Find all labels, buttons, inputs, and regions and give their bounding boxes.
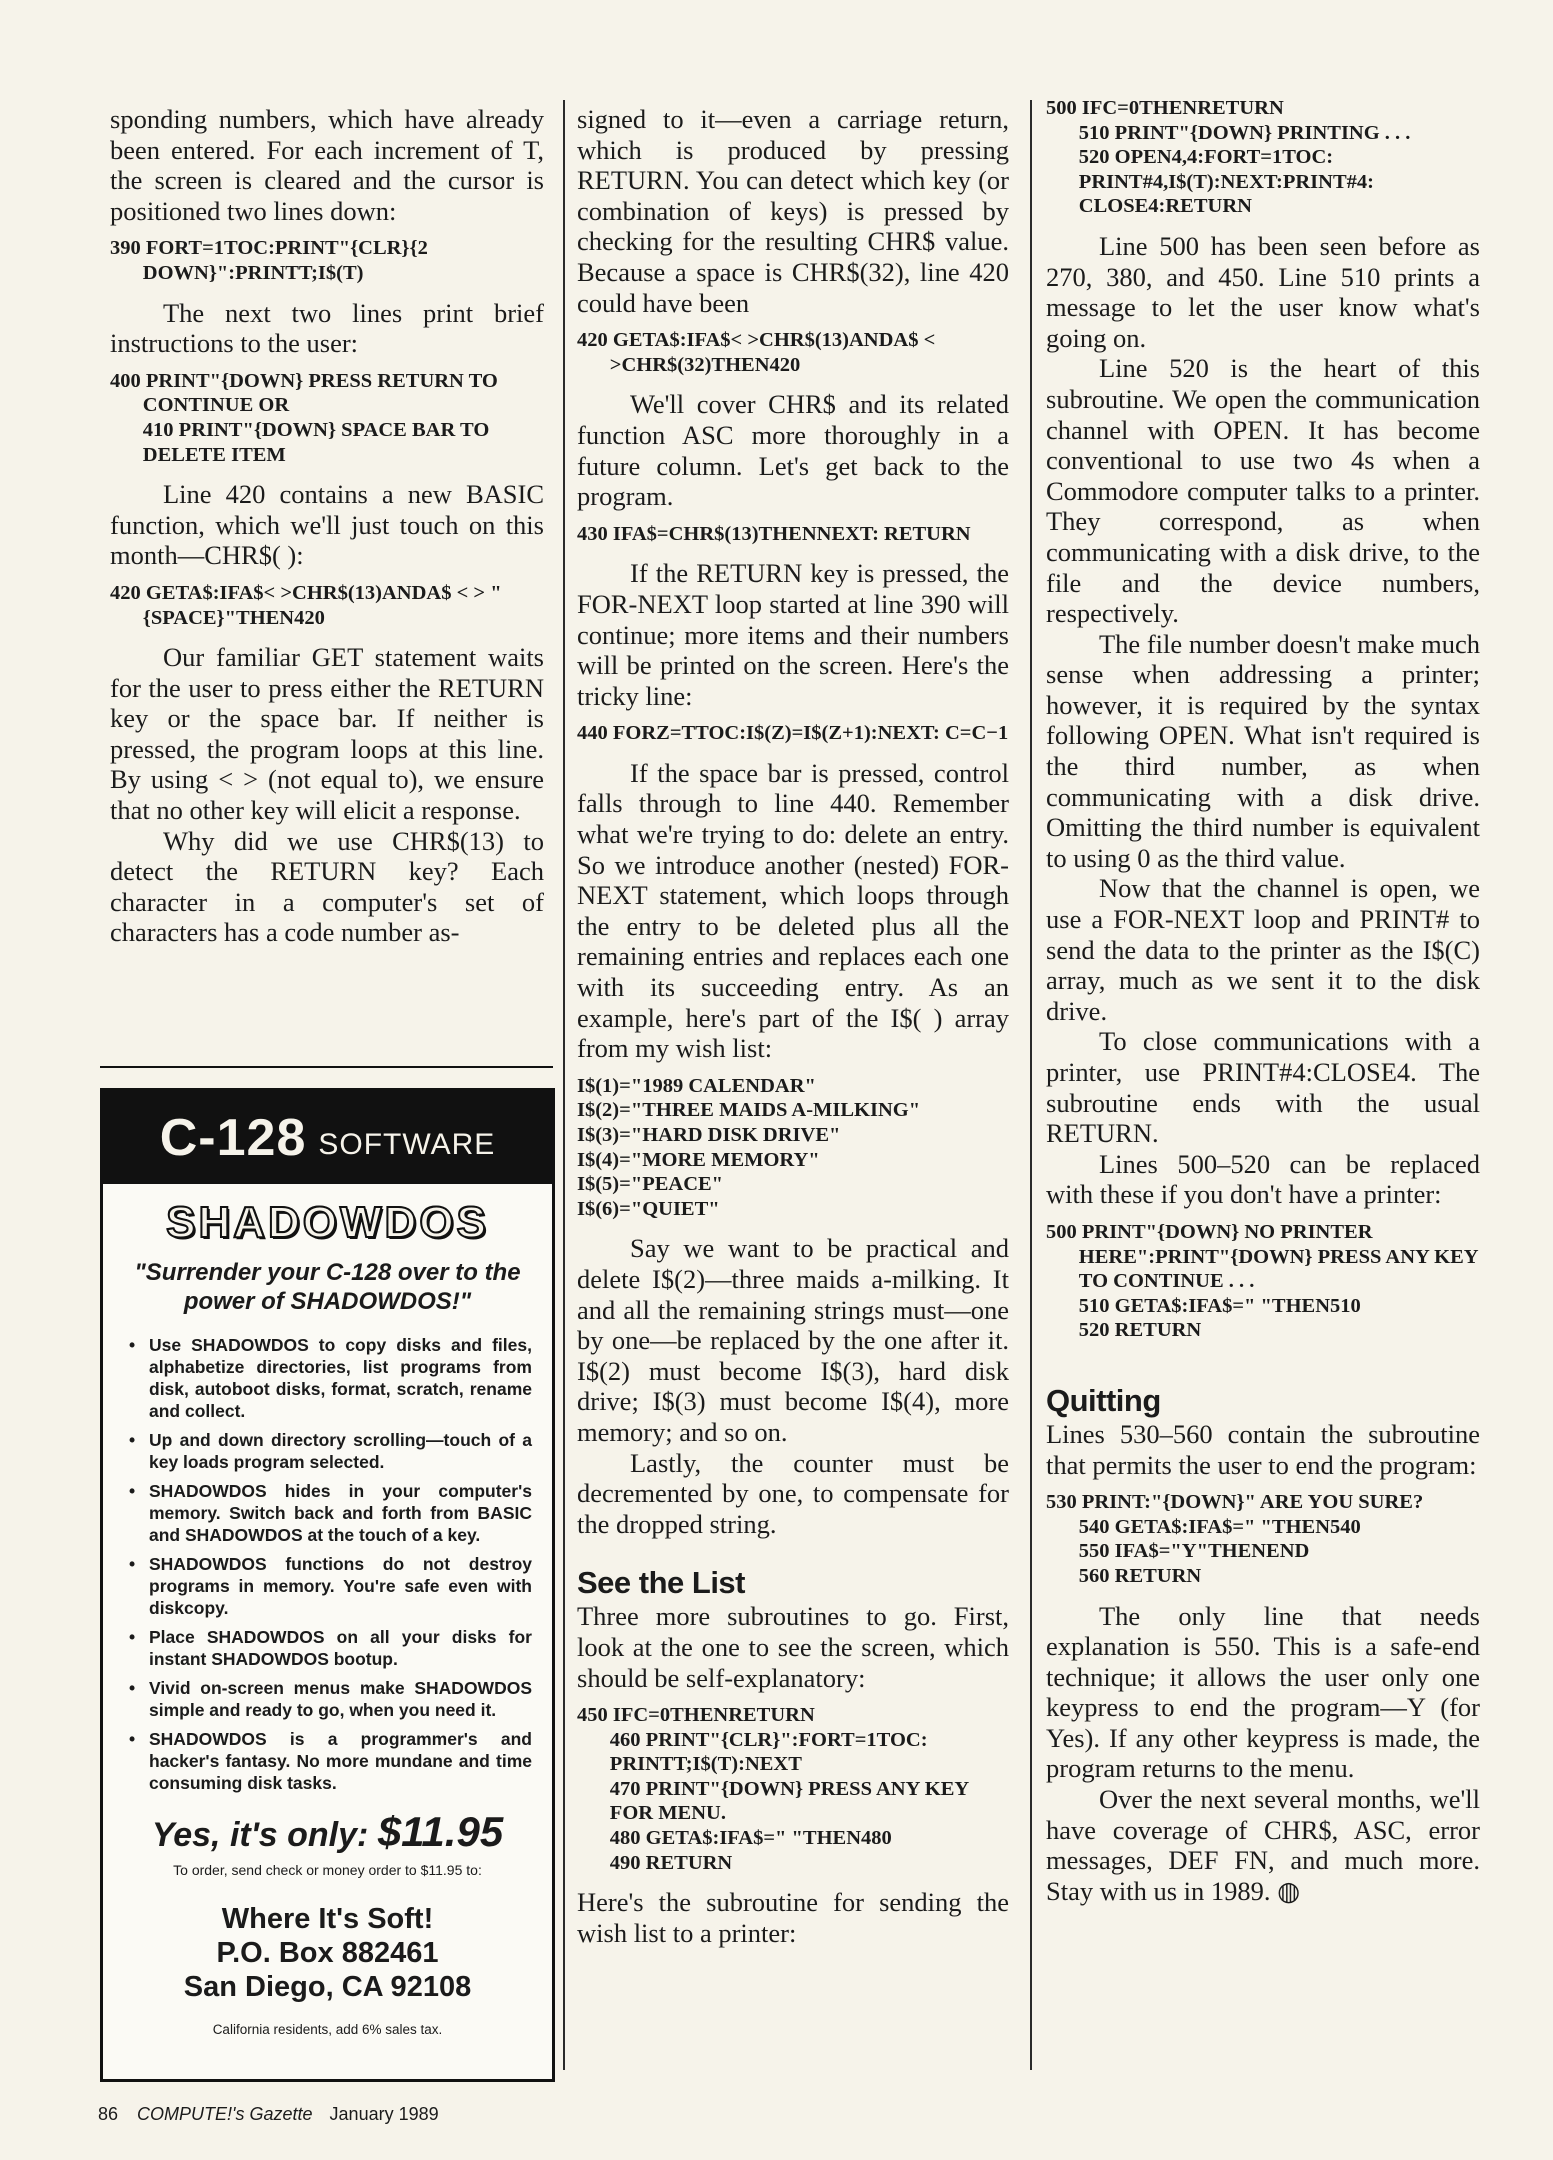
paragraph: If the space bar is pressed, control falls through to line 440. Remember what we're trying to do: delete an entry. So we introduce another (nested) FOR-NEXT statement, which loops through the entry to be deleted plus all the remaining entries and replaces each one with its succeeding entry. As an example, here's part of the I$( ) array from my wish list: bbox=[577, 757, 1009, 1064]
mailing-address bbox=[103, 1902, 552, 2004]
paragraph: To close communications with a printer, use PRINT#4:CLOSE4. The subroutine ends with the usual RETURN. bbox=[1046, 1026, 1480, 1149]
paragraph: Here's the subroutine for sending the wish list to a printer: bbox=[577, 1887, 1009, 1948]
ad-banner-title: C-128 bbox=[159, 1108, 307, 1167]
code-listing: I$(1)="1989 CALENDAR" I$(2)="THREE MAIDS A-MILKING" I$(3)="HARD DISK DRIVE" I$(4)="MORE MEMORY" I$(5)="PEACE" I$(6)="QUIET" bbox=[577, 1074, 921, 1220]
magazine-name: COMPUTE!'s Gazette bbox=[137, 2104, 313, 2124]
tax-note: California residents, add 6% sales tax. bbox=[212, 2022, 443, 2037]
code-listing: 440 FORZ=TTOC:I$(Z)=I$(Z+1):NEXT: C=C−1 bbox=[577, 722, 1009, 745]
code-listing: 420 GETA$:IFA$< >CHR$(13)ANDA$ < > "{SPACE}"THEN420 bbox=[110, 581, 502, 629]
code-listing: 420 GETA$:IFA$< >CHR$(13)ANDA$ < >CHR$(32)THEN420 bbox=[577, 329, 941, 376]
paragraph: Line 500 has been seen before as 270, 380, and 450. Line 510 prints a message to let the user know what's going on. bbox=[1046, 230, 1480, 353]
address-line: San Diego, CA 92108 bbox=[183, 1971, 472, 2003]
feature-item: • SHADOWDOS is a programmer's and hacker's fantasy. No more mundane and time consuming disk tasks. bbox=[129, 1728, 532, 1794]
code-listing: 430 IFA$=CHR$(13)THENNEXT: RETURN bbox=[577, 522, 971, 545]
paragraph: We'll cover CHR$ and its related function ASC more thoroughly in a future column. Let's get back to the program. bbox=[577, 389, 1009, 512]
end-mark-icon: ◍ bbox=[1277, 1875, 1301, 1907]
feature-item: • Place SHADOWDOS on all your disks for instant SHADOWDOS bootup. bbox=[129, 1626, 532, 1670]
paragraph: If the RETURN key is pressed, the FOR-NEXT loop started at line 390 will continue; more items and their numbers will be printed on the screen. Here's the tricky line: bbox=[577, 558, 1009, 711]
page-footer bbox=[98, 2104, 439, 2125]
paragraph: Lines 530–560 contain the subroutine that permits the user to end the program: bbox=[1046, 1418, 1480, 1480]
section-heading: See the List bbox=[577, 1565, 745, 1601]
ad-top-rule bbox=[100, 1066, 553, 1068]
price bbox=[103, 1808, 552, 1856]
column-rule bbox=[1030, 100, 1032, 2070]
section-heading: Quitting bbox=[1046, 1382, 1161, 1418]
paragraph: Our familiar GET statement waits for the user to press either the RETURN key or the space bar. If neither is pressed, the program loops at this line. By using < > (not equal to), we ensure that no other key will elicit a response. bbox=[110, 642, 544, 826]
advertisement bbox=[100, 1088, 555, 2082]
paragraph: Line 520 is the heart of this subroutine. We open the communication channel with OPEN. It has become conventional to use two 4s when a Commodore computer talks to a printer. They correspond, as when communicating with a disk drive, to the file and the device numbers, respectively. bbox=[1046, 353, 1480, 629]
paragraph: Now that the channel is open, we use a FOR-NEXT loop and PRINT# to send the data to the printer as the I$(C) array, much as we sent it to the disk drive. bbox=[1046, 873, 1480, 1026]
price-label: Yes, it's only: bbox=[151, 1816, 369, 1854]
feature-item: • SHADOWDOS hides in your computer's memory. Switch back and forth from BASIC and SHADOWDOS at the touch of a key. bbox=[129, 1480, 532, 1546]
column-1 bbox=[110, 104, 544, 948]
paragraph: The next two lines print brief instructions to the user: bbox=[110, 297, 544, 359]
paragraph: signed to it—even a carriage return, which is produced by pressing RETURN. You can detect which key (or combination of keys) is pressed by checking for the resulting CHR$ value. Because a space is CHR$(32), line 420 could have been bbox=[577, 104, 1009, 318]
feature-item: • Vivid on-screen menus make SHADOWDOS simple and ready to go, when you need it. bbox=[129, 1677, 532, 1721]
column-rule bbox=[563, 100, 565, 2070]
paragraph: Line 420 contains a new BASIC function, which we'll just touch on this month—CHR$( ): bbox=[110, 479, 544, 571]
feature-item: • Use SHADOWDOS to copy disks and files, alphabetize directories, list programs from disk, autoboot disks, format, scratch, rename and collect. bbox=[129, 1334, 532, 1422]
feature-item: • Up and down directory scrolling—touch of a key loads program selected. bbox=[129, 1429, 532, 1473]
paragraph: sponding numbers, which have already been entered. For each increment of T, the screen is cleared and the cursor is positioned two lines down: bbox=[110, 104, 544, 226]
price-amount: $11.95 bbox=[377, 1808, 504, 1855]
code-listing: 400 PRINT"{DOWN} PRESS RETURN TO CONTINUE OR 410 PRINT"{DOWN} SPACE BAR TO DELETE ITEM bbox=[110, 369, 498, 466]
paragraph-text: Over the next several months, we'll have coverage of CHR$, ASC, error messages, DEF FN, and much more. Stay with us in 1989. bbox=[1046, 1784, 1480, 1906]
shadowdos-logo: SHADOWDOS bbox=[166, 1198, 489, 1247]
page-number: 86 bbox=[98, 2104, 119, 2124]
paragraph: The file number doesn't make much sense when addressing a printer; however, it is required by the syntax following OPEN. What isn't required is the third number, as when communicating with a disk drive. Omitting the third number is equivalent to using 0 as the third value. bbox=[1046, 628, 1480, 873]
code-listing: 500 IFC=0THENRETURN 510 PRINT"{DOWN} PRINTING . . . 520 OPEN4,4:FORT=1TOC: PRINT#4,I$(T):NEXT:PRINT#4: CLOSE4:RETURN bbox=[1046, 97, 1411, 218]
column-2 bbox=[577, 104, 1009, 1948]
feature-list bbox=[103, 1334, 552, 1794]
order-note: To order, send check or money order to $11.95 to: bbox=[173, 1862, 482, 1878]
address-line: Where It's Soft! bbox=[221, 1903, 434, 1935]
column-3 bbox=[1046, 96, 1480, 1907]
ad-banner-subtitle: SOFTWARE bbox=[318, 1127, 496, 1161]
paragraph: Three more subroutines to go. First, look at the one to see the screen, which should be self-explanatory: bbox=[577, 1601, 1009, 1693]
code-listing: 500 PRINT"{DOWN} NO PRINTER HERE":PRINT"{DOWN} PRESS ANY KEY TO CONTINUE . . . 510 GETA$:IFA$=" "THEN510 520 RETURN bbox=[1046, 1220, 1478, 1342]
paragraph: Lines 500–520 can be replaced with these if you don't have a printer: bbox=[1046, 1148, 1480, 1210]
code-listing: 450 IFC=0THENRETURN 460 PRINT"{CLR}":FORT=1TOC: PRINTT;I$(T):NEXT 470 PRINT"{DOWN} PRESS ANY KEY FOR MENU. 480 GETA$:IFA$=" "THEN480 490 RETURN bbox=[577, 1704, 969, 1874]
code-listing: 390 FORT=1TOC:PRINT"{CLR}{2 DOWN}":PRINTT;I$(T) bbox=[110, 237, 433, 284]
paragraph bbox=[1046, 1784, 1480, 1907]
ad-tagline: "Surrender your C-128 over to the power of SHADOWDOS!" bbox=[134, 1259, 521, 1315]
address-line: P.O. Box 882461 bbox=[216, 1937, 439, 1969]
feature-item: • SHADOWDOS functions do not destroy programs in memory. You're safe even with diskcopy. bbox=[129, 1553, 532, 1619]
paragraph: Say we want to be practical and delete I$(2)—three maids a-milking. It and all the remaining strings must—one by one—be replaced by the one after it. I$(2) must become I$(3), hard disk drive; I$(3) must become I$(4), more memory; and so on. bbox=[577, 1233, 1009, 1447]
paragraph: Why did we use CHR$(13) to detect the RETURN key? Each character in a computer's set of characters has a code number as- bbox=[110, 825, 544, 948]
code-listing: 530 PRINT:"{DOWN}" ARE YOU SURE? 540 GETA$:IFA$=" "THEN540 550 IFA$="Y"THENEND 560 RETURN bbox=[1046, 1491, 1424, 1587]
paragraph: The only line that needs explanation is 550. This is a safe-end technique; it allows the user only one keypress to end the program—Y (for Yes). If any other keypress is made, the program returns to the menu. bbox=[1046, 1600, 1480, 1784]
paragraph: Lastly, the counter must be decremented by one, to compensate for the dropped string. bbox=[577, 1447, 1009, 1539]
issue-date: January 1989 bbox=[329, 2104, 439, 2124]
ad-banner bbox=[103, 1091, 552, 1184]
